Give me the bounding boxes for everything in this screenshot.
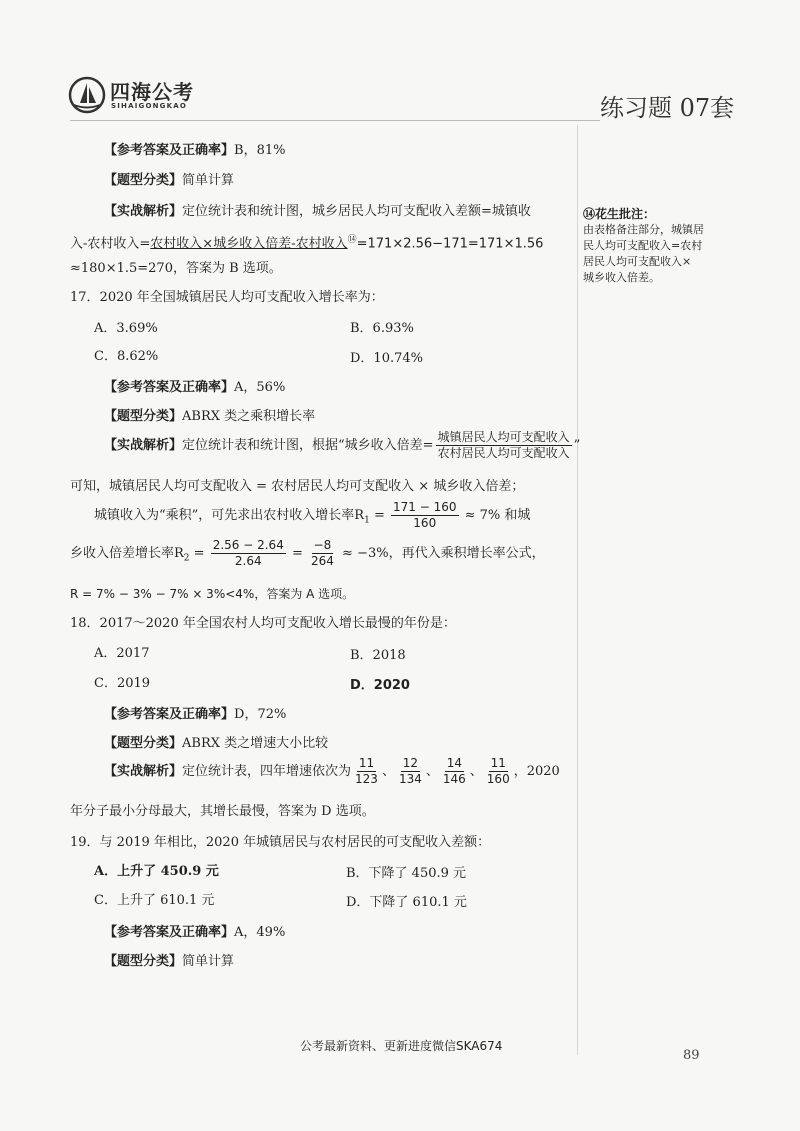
- q19-option-d: D．下降了 610.1 元: [346, 895, 467, 910]
- r2-simplified-fraction: $\frac{-8}{264}$: [311, 538, 334, 568]
- growth-fraction-2020: $\frac{11}{160}$: [486, 756, 510, 786]
- q17-analysis-line2: 可知，城镇居民人均可支配收入 = 农村居民人均可支配收入 × 城乡收入倍差；: [70, 479, 525, 494]
- q19-question: 19．与 2019 年相比，2020 年城镇居民与农村居民的可支配收入差额：: [70, 835, 491, 850]
- q17-option-a: A．3.69%: [94, 321, 158, 336]
- q17-analysis-line3: 城镇收入为“乘积”，可先求出农村收入增长率$R_1$ = $\frac{171 - 160}{160}$ ≈ 7% 和城: [94, 500, 531, 530]
- q18-analysis-line2: 年分子最小分母最大，其增长最慢，答案为 D 选项。: [70, 804, 375, 819]
- q17-option-c: C．8.62%: [94, 349, 159, 364]
- q16-type: 【题型分类】简单计算: [104, 173, 235, 188]
- q16-analysis-line3: ≈180×1.5=270，答案为 B 选项。: [70, 261, 282, 276]
- page-number: 89: [683, 1048, 700, 1063]
- q16-analysis-line1: 【实战解析】定位统计表和统计图，城乡居民人均可支配收入差额=城镇收: [104, 204, 531, 219]
- header-rule: [70, 120, 600, 121]
- sailboat-logo-icon: [68, 76, 106, 114]
- q18-answer: 【参考答案及正确率】D，72%: [104, 707, 287, 722]
- q16-analysis-line2: 入-农村收入=农村收入×城乡收入倍差-农村收入⑭=171×2.56−171=171×1.56: [70, 235, 544, 252]
- note-title: ⑭花生批注：: [583, 207, 656, 221]
- q19-option-c: C．上升了 610.1 元: [94, 893, 215, 908]
- income-ratio-fraction: $\frac{\text{城镇居民人均可支配收入}}{\text{农村居民人均可支配收入}}$: [437, 430, 570, 460]
- q18-option-b: B．2018: [350, 648, 406, 663]
- sidebar-divider: [577, 125, 578, 1055]
- q16-answer: 【参考答案及正确率】B，81%: [104, 143, 286, 158]
- growth-fraction-2018: $\frac{12}{134}$: [398, 756, 422, 786]
- logo: [68, 74, 198, 116]
- q19-option-b: B．下降了 450.9 元: [346, 866, 467, 881]
- r1-fraction: $\frac{171 - 160}{160}$: [393, 500, 457, 530]
- q17-option-b: B．6.93%: [350, 321, 414, 336]
- q19-option-a: A．上升了 450.9 元: [94, 864, 219, 879]
- q17-analysis-line1: 【实战解析】定位统计表和统计图，根据“城乡收入倍差= $\frac{\text{城镇居民人均可支配收入}}{\text{农村居民人均可支配收入}}$ ”: [104, 430, 581, 460]
- q17-type: 【题型分类】ABRX 类之乘积增长率: [104, 409, 316, 424]
- q18-question: 18．2017～2020 年全国农村人均可支配收入增长最慢的年份是：: [70, 616, 456, 631]
- q17-analysis-line4: 乡收入倍差增长率$R_2$ = $\frac{2.56 - 2.64}{2.64}$ = $\frac{-8}{264}$ ≈ −3%，再代入乘积增长率公式，: [70, 538, 545, 568]
- q19-type: 【题型分类】简单计算: [104, 954, 235, 969]
- growth-fraction-2019: $\frac{14}{146}$: [442, 756, 466, 786]
- q18-option-a: A．2017: [94, 646, 150, 661]
- growth-fraction-2017: $\frac{11}{123}$: [355, 756, 378, 786]
- q18-type: 【题型分类】ABRX 类之增速大小比较: [104, 736, 329, 751]
- note-line3: 居民人均可支配收入×: [583, 255, 692, 268]
- q19-answer: 【参考答案及正确率】A，49%: [104, 925, 286, 940]
- footer-text: 公考最新资料、更新进度微信SKA674: [300, 1039, 503, 1053]
- q17-analysis-line5: R = 7% − 3% − 7% × 3%<4%，答案为 A 选项。: [70, 587, 355, 601]
- logo-text-cn: 四海公考: [110, 80, 194, 104]
- q17-question: 17．2020 年全国城镇居民人均可支配收入增长率为：: [70, 290, 384, 305]
- q18-option-c: C．2019: [94, 676, 151, 691]
- note-line2: 民人均可支配收入=农村: [583, 239, 703, 252]
- note-line4: 城乡收入倍差。: [583, 271, 660, 284]
- q17-answer: 【参考答案及正确率】A，56%: [104, 380, 286, 395]
- q18-analysis-line1: 【实战解析】定位统计表，四年增速依次为 $\frac{11}{123}$ 、 $\frac{12}{134}$ 、 $\frac{14}{146}$ 、 $\frac{11}{160}$ ，2020: [104, 756, 560, 786]
- q18-option-d: D．2020: [350, 678, 410, 693]
- q17-option-d: D．10.74%: [350, 351, 423, 366]
- sidebar-note: [583, 206, 733, 286]
- note-line1: 由表格备注部分，城镇居: [583, 223, 704, 236]
- set-title: 练习题 07套: [600, 94, 735, 122]
- r2-fraction: $\frac{2.56 - 2.64}{2.64}$: [212, 538, 284, 568]
- logo-text-en: SIHAIGONGKAO: [111, 102, 188, 110]
